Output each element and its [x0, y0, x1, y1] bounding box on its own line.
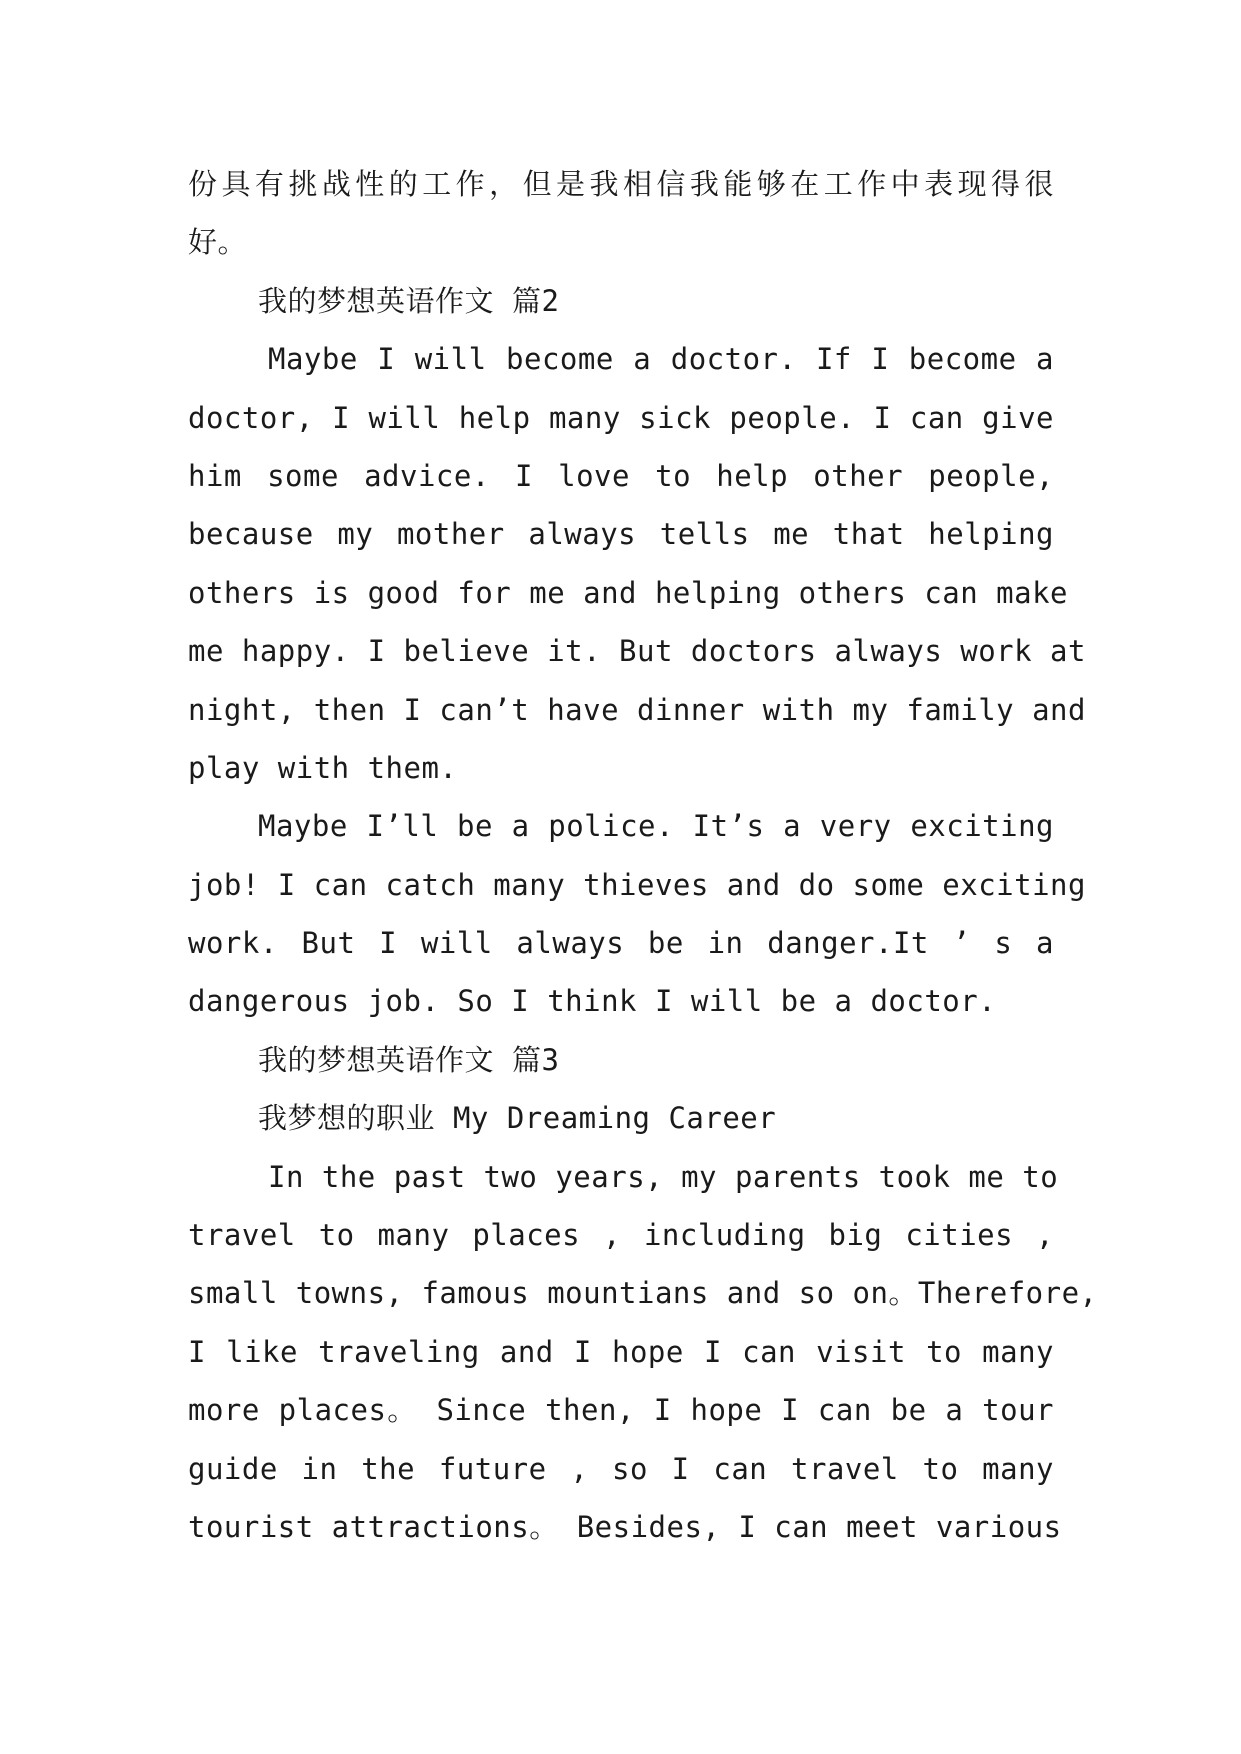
text-line: 好。: [188, 225, 248, 260]
text-line: I like traveling and I hope I can visit to many: [188, 1334, 1054, 1369]
text-line: 我的梦想英语作文 篇2: [258, 283, 560, 318]
text-line: doctor, I will help many sick people. I can give: [188, 400, 1054, 435]
text-line: In the past two years, my parents took me to: [268, 1159, 1059, 1194]
text-line: tourist attractions。 Besides, I can meet various: [188, 1509, 1062, 1544]
text-line: travel to many places , including big cities ,: [188, 1218, 1054, 1253]
text-line: night, then I can’t have dinner with my family and: [188, 692, 1086, 727]
text-line: Maybe I’ll be a police. It’s a very exciting: [258, 809, 1054, 844]
text-line: me happy. I believe it. But doctors always work at: [188, 634, 1086, 669]
text-line: Maybe I will become a doctor. If I become a: [268, 342, 1054, 377]
document-page: [188, 155, 1098, 1556]
text-line: job! I can catch many thieves and do some exciting: [188, 867, 1086, 902]
text-line: 我的梦想英语作文 篇3: [258, 1042, 560, 1077]
text-line: because my mother always tells me that helping: [188, 517, 1054, 552]
text-line: dangerous job. So I think I will be a doctor.: [188, 984, 997, 1019]
text-line: guide in the future , so I can travel to many: [188, 1451, 1054, 1486]
text-line: others is good for me and helping others can make: [188, 575, 1069, 610]
text-line: small towns, famous mountians and so on。Therefore,: [188, 1276, 1098, 1311]
text-line: 份具有挑战性的工作，但是我相信我能够在工作中表现得很: [188, 167, 1054, 201]
text-line: work. But I will always be in danger.It ’ s a: [188, 926, 1054, 961]
text-line: him some advice. I love to help other people,: [188, 458, 1054, 493]
text-line: 我梦想的职业 My Dreaming Career: [258, 1101, 777, 1136]
text-line: play with them.: [188, 750, 458, 785]
text-line: more places。 Since then, I hope I can be a tour: [188, 1393, 1054, 1428]
